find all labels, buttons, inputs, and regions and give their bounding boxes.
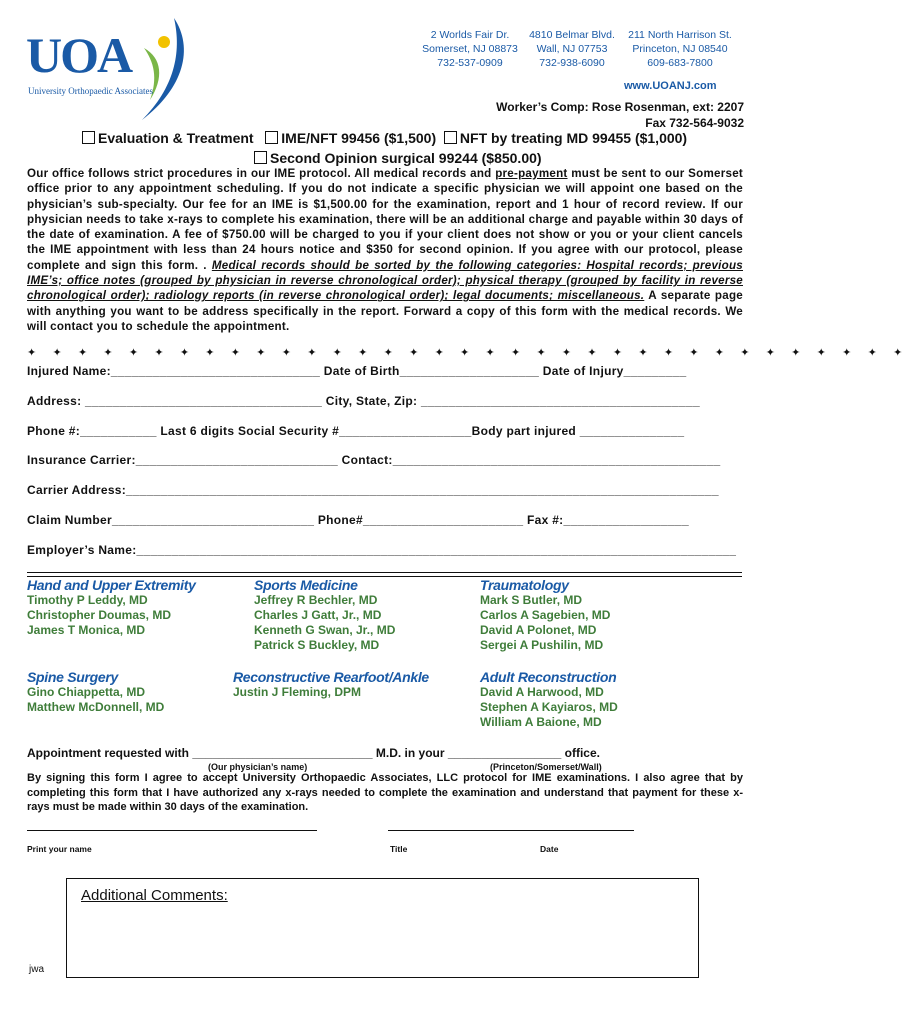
- logo-text: UOA: [26, 27, 132, 83]
- doctor[interactable]: William A Baione, MD: [480, 715, 602, 729]
- specialty-adult-reconstruction: [480, 669, 618, 730]
- appointment-request-line[interactable]: Appointment requested with ___________________________ M.D. in your _________________ office.: [27, 746, 600, 760]
- office-street: 2 Worlds Fair Dr.: [430, 29, 510, 41]
- intro-text: . If our physician needs to take x-rays to complete his examination, there will be an additional charge and payable within 30 days of the date of examination. A fee of: [27, 197, 743, 242]
- logo-tagline: University Orthopaedic Associates: [28, 86, 153, 96]
- additional-comments-title: Additional Comments:: [81, 887, 228, 904]
- office-street: 211 North Harrison St.: [628, 29, 732, 41]
- doctor[interactable]: Patrick S Buckley, MD: [254, 638, 380, 652]
- second-opinion-option: [254, 150, 542, 166]
- specialty-hand: [27, 577, 196, 638]
- office-city: Somerset, NJ 08873: [422, 43, 518, 55]
- specialty-spine: [27, 669, 164, 715]
- claim-number-row[interactable]: Claim Number_____________________________ Phone#_______________________ Fax #:__________________: [27, 513, 690, 527]
- nft-label: NFT by treating MD 99455 ($1,000): [459, 130, 688, 146]
- specialty-title: Traumatology: [480, 577, 569, 593]
- second-opinion-checkbox[interactable]: [254, 151, 267, 164]
- specialty-sports: [254, 577, 395, 653]
- specialty-foot-ankle: [233, 669, 429, 700]
- second-opinion-label: Second Opinion surgical 99244 ($850.00): [270, 150, 542, 166]
- doctor[interactable]: Jeffrey R Bechler, MD: [254, 593, 378, 607]
- no-show-fee: $750.00: [222, 228, 266, 242]
- agreement-text: By signing this form I agree to accept University Orthopaedic Associates, LLC protocol for IME examinations. I also agree that by completing this form that I have authorized any x-rays needed to complete the examination and understand that payment for these x-rays must be made within 30 days of the examination.: [27, 772, 743, 813]
- specialty-title: Hand and Upper Extremity: [27, 577, 196, 593]
- service-options: [82, 130, 687, 146]
- diamond-divider: ✦ ✦ ✦ ✦ ✦ ✦ ✦ ✦ ✦ ✦ ✦ ✦ ✦ ✦ ✦ ✦ ✦ ✦ ✦ ✦ ✦ ✦ ✦ ✦ ✦ ✦ ✦ ✦ ✦ ✦ ✦ ✦ ✦ ✦ ✦: [27, 347, 909, 359]
- office-phone: 732-537-0909: [437, 57, 503, 69]
- print-name-label: Print your name: [27, 844, 92, 854]
- intro-text: will be charged to you if your client does not show or you or your client cancels the IME appointment with less than 24 hours notice and $350 for second opinion. If you agree with our protocol, please complete and sign this form. .: [27, 228, 743, 272]
- website-link[interactable]: www.UOANJ.com: [624, 80, 717, 92]
- specialty-title: Spine Surgery: [27, 669, 119, 685]
- additional-comments-box[interactable]: [66, 878, 699, 978]
- footer-initials: jwa: [29, 964, 45, 975]
- specialty-trauma: [480, 577, 610, 653]
- prepayment-text: pre-payment: [495, 167, 568, 180]
- fax-number: Fax 732-564-9032: [645, 116, 744, 130]
- doctor[interactable]: Stephen A Kayiaros, MD: [480, 700, 618, 714]
- nft-checkbox[interactable]: [444, 131, 457, 144]
- doctor[interactable]: Timothy P Leddy, MD: [27, 593, 148, 607]
- records-sorting-text: Medical records should be sorted by the following categories: Hospital records; previous IME’s; office notes (grouped by physician in reverse chronological order); physical therapy (grouped by facility in reverse chronological order); radiology reports (in reverse chronological order); legal documents; miscellaneous.: [27, 258, 743, 303]
- office-location-hint: (Princeton/Somerset/Wall): [490, 762, 602, 772]
- protocol-paragraph: [27, 166, 743, 334]
- office-wall: [522, 28, 622, 70]
- office-princeton: [620, 28, 740, 70]
- doctor[interactable]: Matthew McDonnell, MD: [27, 700, 165, 714]
- ime-label: IME/NFT 99456 ($1,500): [281, 130, 437, 146]
- doctor[interactable]: Justin J Fleming, DPM: [233, 685, 362, 699]
- office-street: 4810 Belmar Blvd.: [529, 29, 615, 41]
- office-city: Wall, NJ 07753: [536, 43, 608, 55]
- doctor[interactable]: David A Harwood, MD: [480, 685, 604, 699]
- doctor[interactable]: Gino Chiappetta, MD: [27, 685, 145, 699]
- office-somerset: [420, 28, 520, 70]
- physician-name-hint: (Our physician’s name): [208, 762, 308, 772]
- title-date-line[interactable]: [388, 830, 634, 831]
- specialty-title: Reconstructive Rearfoot/Ankle: [233, 669, 429, 685]
- date-label: Date: [540, 844, 559, 854]
- ime-checkbox[interactable]: [265, 131, 278, 144]
- intro-text: Our office follows strict procedures in our IME protocol. All medical records and: [27, 167, 496, 180]
- intro-text: must be sent to our Somerset office prior to any appointment scheduling. If you do not indicate a specific physician we will appoint one based on the physician’s sub-specialty.: [27, 167, 744, 211]
- phone-ssn-row[interactable]: Phone #:___________ Last 6 digits Social Security #___________________Body part injured _______________: [27, 424, 685, 438]
- doctor[interactable]: David A Polonet, MD: [480, 623, 597, 637]
- specialty-title: Adult Reconstruction: [480, 669, 617, 685]
- eval-checkbox[interactable]: [82, 131, 95, 144]
- print-name-line[interactable]: [27, 830, 317, 831]
- specialty-title: Sports Medicine: [254, 577, 358, 593]
- doctor[interactable]: Christopher Doumas, MD: [27, 608, 172, 622]
- title-label: Title: [390, 844, 408, 854]
- office-phone: 732-938-6090: [539, 57, 605, 69]
- office-city: Princeton, NJ 08540: [632, 43, 728, 55]
- doctor[interactable]: Mark S Butler, MD: [480, 593, 583, 607]
- carrier-address-row[interactable]: Carrier Address:_____________________________________________________________________________________: [27, 483, 719, 497]
- uoa-logo: [24, 8, 194, 126]
- intro-text: A separate page with anything you want to be address specifically in the report. Forward a copy of this form with the medical records. We will contact you to schedule the appointment.: [27, 289, 743, 333]
- doctor[interactable]: Sergei A Pushilin, MD: [480, 638, 604, 652]
- employer-name-row[interactable]: Employer’s Name:______________________________________________________________________________________: [27, 543, 737, 557]
- section-divider: [27, 572, 742, 573]
- fee-text: Our fee for an IME is $1,500.00 for the examination, report and 1 hour of record review: [182, 197, 703, 211]
- insurance-carrier-row[interactable]: Insurance Carrier:_____________________________ Contact:_______________________________________________: [27, 453, 721, 467]
- doctor[interactable]: Kenneth G Swan, Jr., MD: [254, 623, 396, 637]
- workers-comp-contact: Worker’s Comp: Rose Rosenman, ext: 2207: [496, 100, 744, 114]
- doctor[interactable]: Carlos A Sagebien, MD: [480, 608, 611, 622]
- doctor[interactable]: James T Monica, MD: [27, 623, 146, 637]
- office-phone: 609-683-7800: [647, 57, 713, 69]
- address-row[interactable]: Address: __________________________________ City, State, Zip: ________________________________________: [27, 394, 700, 408]
- eval-label: Evaluation & Treatment: [98, 130, 254, 146]
- injured-name-row[interactable]: Injured Name:______________________________ Date of Birth____________________ Date of Injury_________: [27, 364, 687, 378]
- doctor[interactable]: Charles J Gatt, Jr., MD: [254, 608, 382, 622]
